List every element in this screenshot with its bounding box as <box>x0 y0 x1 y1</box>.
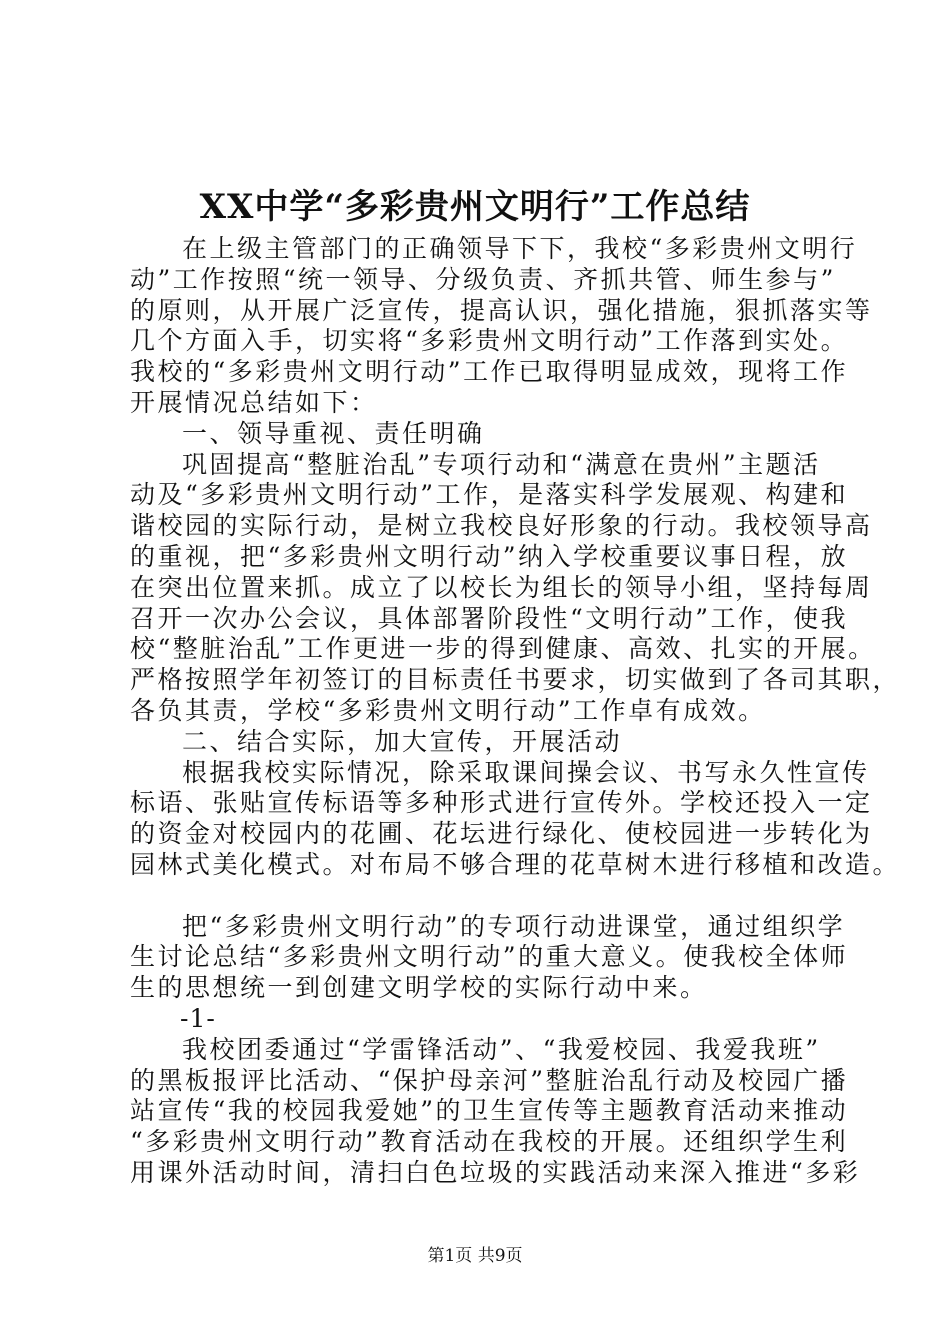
document-body <box>130 234 901 1189</box>
paragraph-line: 站宣传“我的校园我爱她”的卫生宣传等主题教育活动来推动 <box>130 1096 849 1126</box>
inline-page-number: -1- <box>180 1003 216 1033</box>
paragraph-line: 各负其责，学校“多彩贵州文明行动”工作卓有成效。 <box>130 695 766 725</box>
paragraph-line: 严格按照学年初签订的目标责任书要求，切实做到了各司其职， <box>130 665 901 695</box>
paragraph-line: 生的思想统一到创建文明学校的实际行动中来。 <box>130 973 708 1003</box>
paragraph-line: 在上级主管部门的正确领导下下，我校“多彩贵州文明行 <box>182 234 858 263</box>
section-heading: 二、结合实际，加大宣传，开展活动 <box>182 726 623 756</box>
paragraph-line: 动”工作按照“统一领导、分级负责、齐抓共管、师生参与” <box>130 264 836 294</box>
paragraph-line: 我校的“多彩贵州文明行动”工作已取得明显成效，现将工作 <box>130 357 849 387</box>
document-title: XX中学“多彩贵州文明行”工作总结 <box>199 187 751 227</box>
paragraph-line: 谐校园的实际行动，是树立我校良好形象的行动。我校领导高 <box>130 511 873 541</box>
paragraph-line: 的黑板报评比活动、“保护母亲河”整脏治乱行动及校园广播 <box>130 1065 849 1095</box>
paragraph-line: 园林式美化模式。对布局不够合理的花草树木进行移植和改造。 <box>130 849 901 879</box>
paragraph-line: 生讨论总结“多彩贵州文明行动”的重大意义。使我校全体师 <box>130 942 849 972</box>
paragraph-line: 标语、张贴宣传标语等多种形式进行宣传外。学校还投入一定 <box>130 788 873 818</box>
paragraph-line: 把“多彩贵州文明行动”的专项行动进课堂，通过组织学 <box>182 911 846 941</box>
paragraph-line: 用课外活动时间，清扫白色垃圾的实践活动来深入推进“多彩 <box>130 1157 861 1187</box>
paragraph-line: “多彩贵州文明行动”教育活动在我校的开展。还组织学生利 <box>130 1127 849 1157</box>
paragraph-line: 的原则，从开展广泛宣传，提高认识，强化措施，狠抓落实等 <box>130 295 873 325</box>
paragraph-line: 我校团委通过“学雷锋活动”、“我爱校园、我爱我班” <box>182 1034 821 1064</box>
paragraph-line: 几个方面入手，切实将“多彩贵州文明行动”工作落到实处。 <box>130 326 849 356</box>
paragraph-line: 动及“多彩贵州文明行动”工作，是落实科学发展观、构建和 <box>130 480 849 510</box>
paragraph-line: 开展情况总结如下： <box>130 387 378 417</box>
paragraph-line: 巩固提高“整脏治乱”专项行动和“满意在贵州”主题活 <box>182 449 821 479</box>
paragraph-line: 根据我校实际情况，除采取课间操会议、书写永久性宣传 <box>182 757 870 787</box>
paragraph-line: 的重视，把“多彩贵州文明行动”纳入学校重要议事日程，放 <box>130 541 849 571</box>
paragraph-line: 召开一次办公会议，具体部署阶段性“文明行动”工作，使我 <box>130 603 849 633</box>
page-footer: 第1页 共9页 <box>427 1246 523 1266</box>
blank-line <box>130 881 850 912</box>
paragraph-line: 校“整脏治乱”工作更进一步的得到健康、高效、扎实的开展。 <box>130 634 876 664</box>
section-heading: 一、领导重视、责任明确 <box>182 418 485 448</box>
paragraph-line: 在突出位置来抓。成立了以校长为组长的领导小组，坚持每周 <box>130 572 873 602</box>
paragraph-line: 的资金对校园内的花圃、花坛进行绿化、使校园进一步转化为 <box>130 819 873 849</box>
